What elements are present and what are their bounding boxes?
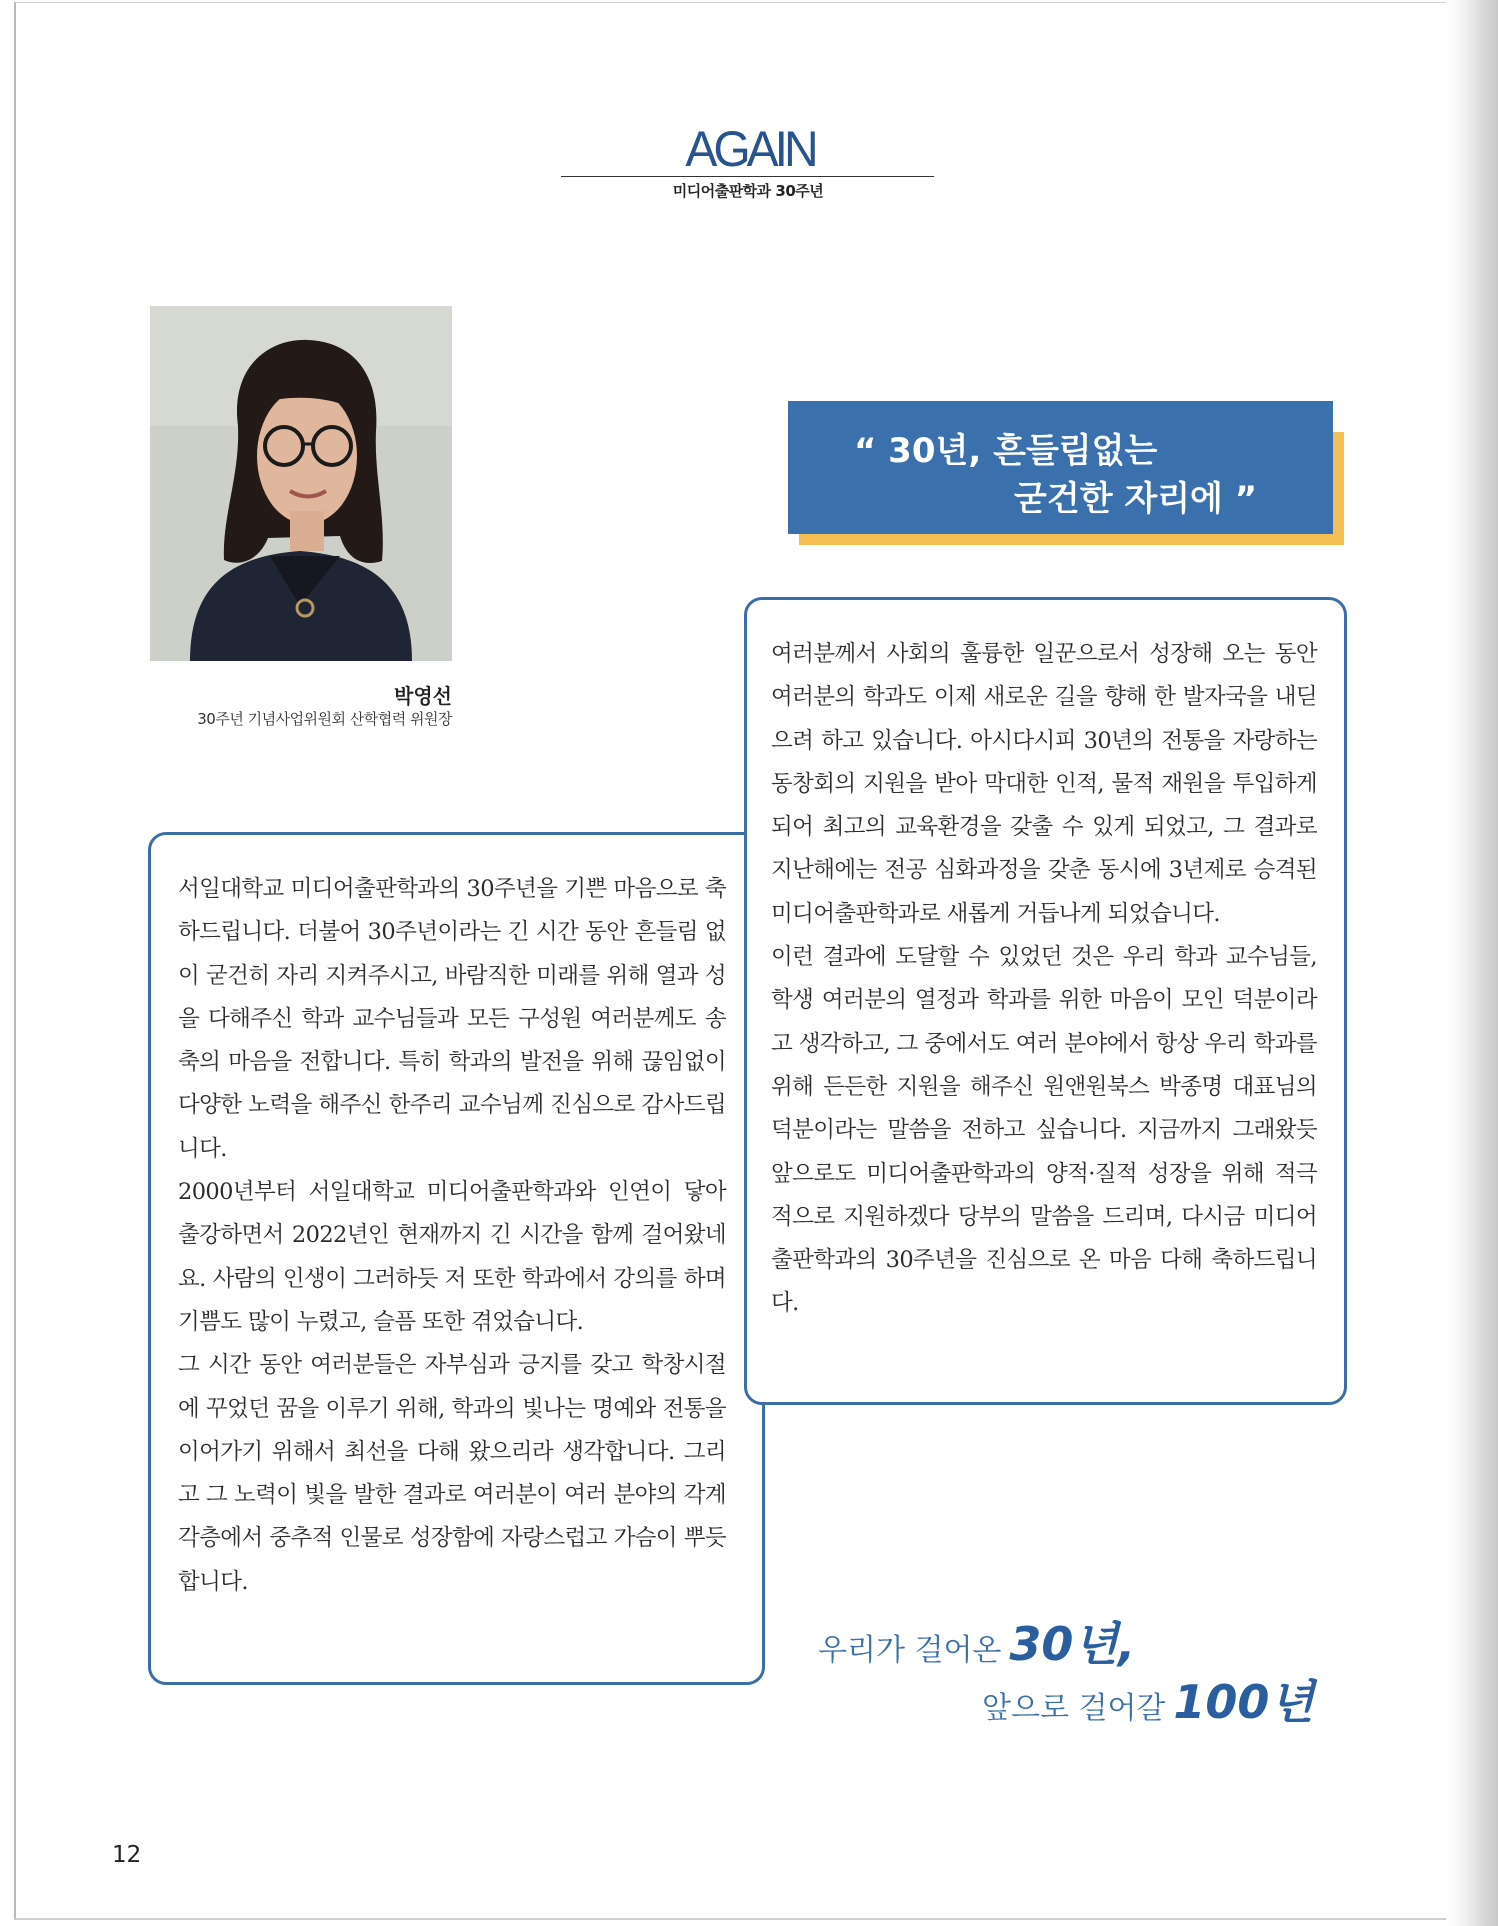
header-divider <box>561 176 934 177</box>
headline-line-2: 굳건한 자리에 ” <box>1014 479 1258 519</box>
portrait-illustration <box>150 306 452 661</box>
right-text-body <box>771 633 1317 1326</box>
headline-box <box>788 401 1333 534</box>
left-text-box <box>148 832 765 1685</box>
slogan-line-2 <box>982 1666 1314 1732</box>
right-paragraph: 이런 결과에 도달할 수 있었던 것은 우리 학과 교수님들, 학생 여러분의 열정과 학과를 위한 마음이 모인 덕분이라고 생각하고, 그 중에서도 여러 분야에서 항상 우리 학과를 위해 든든한 지원을 해주신 원앤원북스 박종명 대표님의 덕분이라는 말씀을 전하고 싶습니다. 지금까지 그래왔듯 앞으로도 미디어출판학과의 양적·질적 성장을 위해 적극적으로 지원하겠다 당부의 말씀을 드리며, 다시금 미디어출판학과의 30주년을 진심으로 온 마음 다해 축하드립니다. <box>771 944 1317 1317</box>
left-paragraph: 서일대학교 미디어출판학과의 30주년을 기쁜 마음으로 축하드립니다. 더불어 30주년이라는 긴 시간 동안 흔들림 없이 굳건히 자리 지켜주시고, 바람직한 미래를 위해 열과 성을 다해주신 학과 교수님들과 모든 구성원 여러분께도 송축의 마음을 전합니다. 특히 학과의 발전을 위해 끊임없이 다양한 노력을 해주신 한주리 교수님께 진심으로 감사드립니다. <box>178 876 726 1162</box>
slogan-line-1-text: 우리가 걸어온 <box>818 1633 1002 1668</box>
left-text-body <box>178 868 726 1604</box>
page-edge-shadow <box>1446 0 1498 1926</box>
right-paragraph: 여러분께서 사회의 훌륭한 일꾼으로서 성장해 오는 동안 여러분의 학과도 이제 새로운 길을 향해 한 발자국을 내딛으려 하고 있습니다. 아시다시피 30년의 전통을 자랑하는 동창회의 지원을 받아 막대한 인적, 물적 재원을 투입하게 되어 최고의 교육환경을 갖출 수 있게 되었고, 그 결과로 지난해에는 전공 심화과정을 갖춘 동시에 3년제로 승격된 미디어출판학과로 새롭게 거듭나게 되었습니다. <box>771 641 1317 927</box>
headline-line-1: “ 30년, 흔들림없는 <box>854 431 1158 471</box>
header-subtitle: 미디어출판학과 30주년 <box>672 182 824 200</box>
left-paragraph: 그 시간 동안 여러분들은 자부심과 긍지를 갖고 학창시절에 꾸었던 꿈을 이루기 위해, 학과의 빛나는 명예와 전통을 이어가기 위해서 최선을 다해 왔으리라 생각합니다. 그리고 그 노력이 빛을 발한 결과로 여러분이 여러 분야의 각계각층에서 중추적 인물로 성장함에 자랑스럽고 가슴이 뿌듯합니다. <box>178 1352 726 1595</box>
slogan-line-2-text: 앞으로 걸어갈 <box>982 1691 1166 1726</box>
left-paragraph: 2000년부터 서일대학교 미디어출판학과와 인연이 닿아 출강하면서 2022년인 현재까지 긴 시간을 함께 걸어왔네요. 사람의 인생이 그러하듯 저 또한 학과에서 강의를 하며 기쁨도 많이 누렸고, 슬픔 또한 겪었습니다. <box>178 1179 726 1335</box>
author-portrait <box>150 306 452 661</box>
slogan-line-2-years: 100년 <box>1173 1675 1314 1729</box>
author-name: 박영선 <box>394 684 452 708</box>
page-number: 12 <box>112 1842 142 1868</box>
slogan-line-1 <box>818 1608 1135 1674</box>
again-logo: AGAIN <box>685 121 815 178</box>
author-role: 30주년 기념사업위원회 산학협력 위원장 <box>197 710 452 728</box>
right-text-box <box>744 597 1347 1405</box>
slogan-line-1-years: 30년, <box>1009 1617 1136 1671</box>
